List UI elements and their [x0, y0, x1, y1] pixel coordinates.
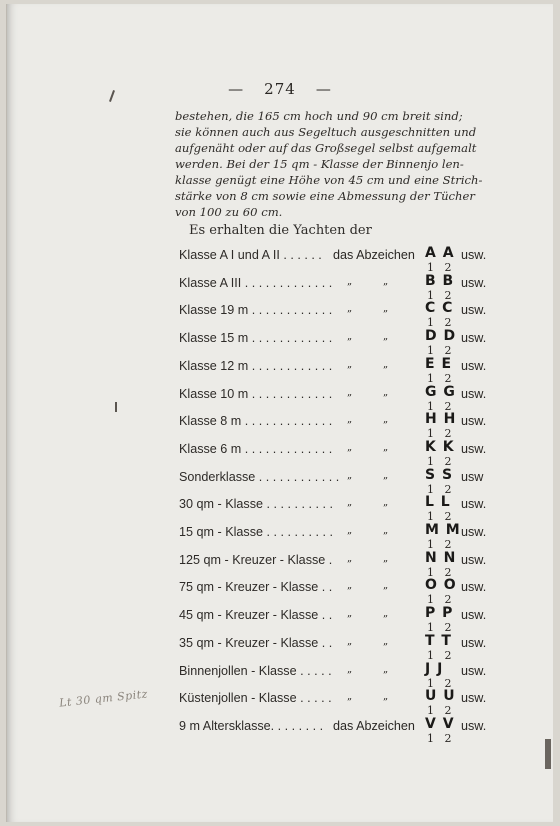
class-row — [7, 466, 553, 498]
paragraph-line: von 100 zu 60 cm. — [175, 205, 283, 219]
class-row — [7, 660, 553, 692]
usw-text: usw — [461, 469, 484, 484]
ditto-mark: „ — [347, 608, 353, 620]
sail-numbers: 1 2 — [427, 704, 452, 718]
sail-numbers: 1 2 — [427, 538, 452, 551]
ditto-mark: „ — [347, 635, 353, 647]
ditto-mark: „ — [347, 552, 353, 564]
usw-text: usw. — [461, 386, 487, 401]
class-row — [7, 577, 553, 608]
sail-numbers: 1 2 — [427, 371, 452, 385]
ditto-mark: „ — [383, 663, 389, 675]
sail-numbers: 1 2 — [427, 510, 452, 524]
paragraph-line: werden. Bei der 15 qm - Klasse der Binnenjo len- — [175, 157, 464, 171]
handwritten-note: Lt 30 qm Spitz — [58, 687, 149, 710]
dash-right: — — [315, 80, 332, 98]
class-row — [7, 605, 553, 636]
ditto-mark: „ — [383, 303, 389, 315]
usw-text: usw. — [461, 525, 487, 539]
usw-text: usw. — [461, 441, 487, 456]
sail-numbers: 1 2 — [427, 676, 452, 690]
usw-text: usw. — [461, 331, 487, 346]
class-row — [7, 383, 553, 415]
usw-text: usw. — [461, 580, 487, 595]
class-label: Sonderklasse . . . . . . . . . . . . — [179, 469, 340, 484]
sail-letters: O O — [425, 577, 457, 594]
ditto-mark: „ — [347, 358, 353, 370]
sail-letters: A A — [425, 245, 455, 261]
page-number — [7, 80, 553, 98]
ditto-mark: „ — [383, 275, 389, 287]
usw-text: usw. — [461, 552, 487, 567]
ditto-mark: „ — [383, 386, 389, 398]
ditto-mark: „ — [347, 331, 353, 343]
usw-text: usw. — [461, 497, 487, 512]
ditto-mark: „ — [347, 580, 353, 592]
sail-numbers: 1 2 — [427, 399, 452, 413]
class-row — [7, 245, 553, 276]
ditto-mark: „ — [347, 386, 353, 398]
sail-letters: P P — [425, 605, 454, 622]
sail-numbers: 1 2 — [427, 427, 452, 441]
class-row — [7, 715, 553, 747]
binding-shadow — [545, 739, 551, 769]
usw-text: usw. — [461, 718, 487, 733]
ditto-mark: „ — [347, 303, 353, 315]
sail-letters: L L — [425, 494, 451, 511]
sail-letters: N N — [425, 549, 457, 566]
sail-letters: H H — [425, 411, 457, 428]
sail-letters: M M — [425, 522, 461, 538]
class-label: Klasse 19 m . . . . . . . . . . . . — [179, 303, 333, 318]
book-page — [6, 4, 553, 822]
sail-numbers: 1 2 — [427, 731, 452, 745]
ditto-mark: „ — [383, 552, 389, 564]
class-label: 30 qm - Klasse . . . . . . . . . . — [179, 497, 333, 512]
ditto-mark: „ — [383, 469, 389, 481]
sail-numbers: 1 2 — [427, 593, 452, 607]
class-row — [7, 632, 553, 664]
ditto-mark: „ — [383, 331, 389, 343]
paragraph-line: bestehen, die 165 cm hoch und 90 cm breit sind; — [175, 109, 463, 123]
usw-text: usw. — [461, 303, 487, 318]
usw-text: usw. — [461, 414, 487, 429]
class-row — [7, 355, 553, 387]
sail-numbers: 1 2 — [427, 316, 452, 330]
usw-text: usw. — [461, 691, 487, 706]
sail-letters: U U — [425, 688, 456, 705]
usw-text: usw. — [461, 275, 487, 290]
class-label: Klasse 6 m . . . . . . . . . . . . . — [179, 441, 333, 456]
class-label: Klasse A III . . . . . . . . . . . . . — [179, 275, 333, 290]
ditto-mark: „ — [347, 275, 353, 287]
class-label: 35 qm - Kreuzer - Klasse . . — [179, 635, 333, 650]
class-label: Klasse 8 m . . . . . . . . . . . . . — [179, 414, 333, 429]
sail-letters: S S — [425, 466, 454, 483]
class-label: Klasse 12 m . . . . . . . . . . . . — [179, 358, 333, 373]
sail-letters: G G — [425, 383, 456, 400]
sail-letters: T T — [425, 632, 452, 649]
ditto-mark: „ — [347, 469, 353, 481]
sail-numbers: 1 2 — [427, 621, 452, 635]
sail-letters: C C — [425, 300, 454, 317]
sail-letters: K K — [425, 438, 455, 455]
ditto-mark: „ — [383, 691, 389, 703]
class-label: 45 qm - Kreuzer - Klasse . . — [179, 608, 333, 623]
class-label: Binnenjollen - Klasse . . . . . — [179, 663, 332, 678]
page-number-value: 274 — [264, 80, 296, 98]
ditto-mark: „ — [347, 691, 353, 703]
ditto-mark: „ — [347, 441, 353, 453]
sail-numbers: 1 2 — [427, 648, 452, 662]
ditto-mark: „ — [383, 580, 389, 592]
usw-text: usw. — [461, 635, 487, 650]
sail-letters: E E — [425, 355, 453, 372]
usw-text: usw. — [461, 663, 487, 678]
usw-text: usw. — [461, 358, 487, 373]
class-label: 125 qm - Kreuzer - Klasse . — [179, 552, 333, 567]
sail-numbers: 1 2 — [427, 454, 452, 468]
class-label: Klasse 15 m . . . . . . . . . . . . — [179, 331, 333, 346]
class-row — [7, 411, 553, 442]
paragraph-line: aufgenäht oder auf das Großsegel selbst aufgemalt — [175, 141, 477, 155]
paragraph-line: klasse genügt eine Höhe von 45 cm und eine Strich- — [175, 173, 483, 187]
class-row — [7, 522, 553, 553]
ditto-mark: „ — [383, 608, 389, 620]
paragraph-line: sie können auch aus Segeltuch ausgeschnitten und — [175, 125, 477, 139]
class-row — [7, 272, 553, 304]
paragraph-line: stärke von 8 cm sowie eine Abmessung der Tücher — [175, 189, 475, 203]
class-row — [7, 300, 553, 331]
class-row — [7, 328, 553, 359]
ditto-mark: „ — [383, 358, 389, 370]
sail-letters: B B — [425, 272, 455, 289]
sail-letters: D D — [425, 328, 457, 345]
class-row — [7, 549, 553, 581]
class-row — [7, 438, 553, 470]
sail-letters: J J — [425, 660, 444, 677]
usw-text: usw. — [461, 608, 487, 623]
ditto-mark: „ — [383, 414, 389, 426]
dash-left: — — [228, 80, 245, 98]
ditto-mark: „ — [347, 525, 353, 536]
ditto-mark: „ — [347, 414, 353, 426]
class-label: Klasse 10 m . . . . . . . . . . . . — [179, 386, 333, 401]
sail-numbers: 1 2 — [427, 344, 452, 358]
ditto-mark: „ — [347, 663, 353, 675]
intro-text: Es erhalten die Yachten der — [189, 223, 372, 238]
usw-text: usw. — [461, 248, 487, 262]
class-label: Küstenjollen - Klasse . . . . . — [179, 691, 332, 706]
sail-numbers: 1 2 — [427, 482, 452, 496]
ditto-mark: „ — [383, 635, 389, 647]
class-row — [7, 494, 553, 525]
margin-mark — [115, 402, 117, 412]
ditto-mark: „ — [383, 525, 389, 536]
ditto-mark: „ — [383, 441, 389, 453]
sail-numbers: 1 2 — [427, 288, 452, 302]
ditto-mark: „ — [347, 497, 353, 509]
abzeichen-text: das Abzeichen — [333, 248, 415, 262]
sail-numbers: 1 2 — [427, 261, 452, 274]
abzeichen-text: das Abzeichen — [333, 718, 415, 733]
class-label: Klasse A I und A II . . . . . . — [179, 248, 322, 262]
sail-numbers: 1 2 — [427, 565, 452, 579]
class-label: 9 m Altersklasse. . . . . . . . — [179, 718, 324, 733]
sail-letters: V V — [425, 715, 455, 732]
class-label: 15 qm - Klasse . . . . . . . . . . — [179, 525, 333, 539]
ditto-mark: „ — [383, 497, 389, 509]
class-label: 75 qm - Kreuzer - Klasse . . — [179, 580, 333, 595]
italic-paragraph — [175, 108, 483, 220]
